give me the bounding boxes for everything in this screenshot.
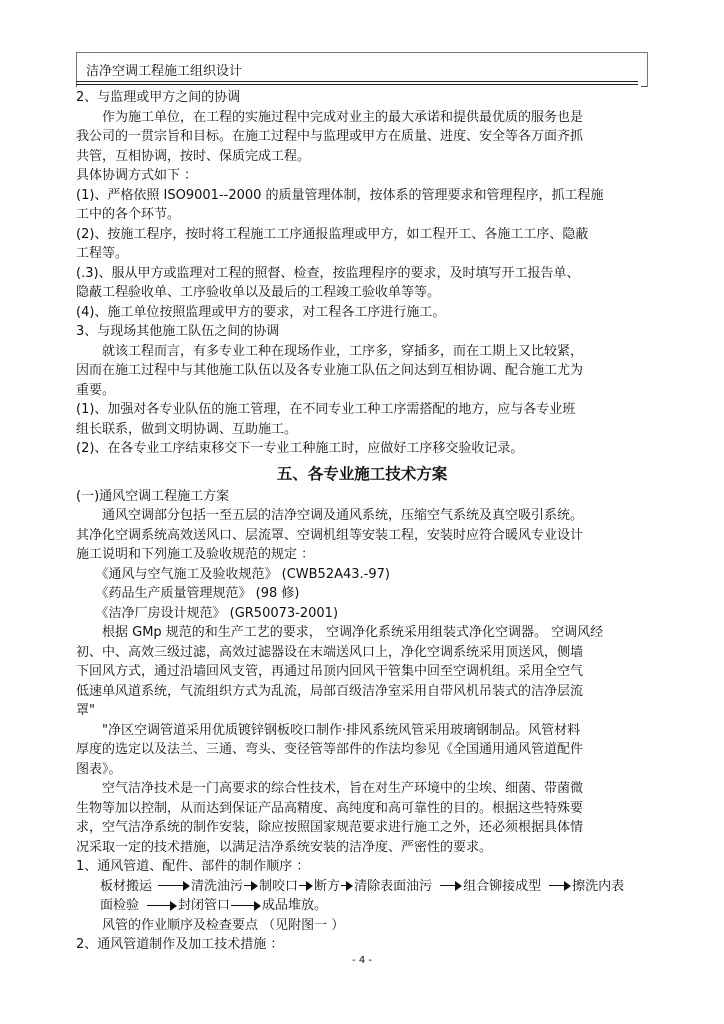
- paragraph-line: 厚度的选定以及法兰、三通、弯头、变径管等部件的作法均参见《全国通用通风管道配件: [76, 742, 584, 757]
- heading-fabrication-order: 1、通风管道、配件、部件的制作顺序 ：: [76, 859, 310, 874]
- paragraph-line: 根据 GMp 规范的和生产工艺的要求， 空调净化系统采用组装式净化空调器。 空调风经: [76, 625, 604, 640]
- process-flow-row-2: [76, 896, 648, 916]
- list-item-line: 隐蔽工程验收单、工序验收单以及最后的工程竣工验收单等等。: [76, 285, 441, 300]
- subsection-heading: (一)通风空调工程施工方案: [76, 488, 230, 504]
- paragraph-line: 就该工程而言，有多专业工种在现场作业，工序多，穿插多，而在工期上又比较紧，: [76, 343, 584, 359]
- paragraph-line: 施工说明和下列施工及验收规范的规定 ：: [76, 547, 315, 562]
- process-flow-row-1: [76, 877, 648, 897]
- flow-step: 面检验: [100, 898, 140, 913]
- flow-step: 板材搬运: [100, 878, 153, 894]
- list-item-line: (1)、严格依照 ISO9001--2000 的质量管理体制，按体系的管理要求和管理程序，抓工程施: [76, 187, 604, 203]
- right-arrow-icon: [231, 901, 261, 911]
- header-rule-thin: [76, 84, 638, 85]
- right-arrow-icon: [244, 881, 258, 891]
- flow-step: 组合铆接成型: [463, 878, 542, 894]
- paragraph-line: 况采取一定的技术措施，以满足洁净系统安装的洁净度、严密性的要求。: [76, 839, 493, 855]
- list-item-line: 工程等。: [76, 246, 129, 261]
- standard-reference: 《通风与空气施工及验收规范》 (CWB52A43.-97): [76, 566, 390, 582]
- page-body: [76, 88, 648, 955]
- heading-3-coordination-teams: 3、与现场其他施工队伍之间的协调: [76, 324, 280, 339]
- heading-2-coordination-supervisor: 2、与监理或甲方之间的协调: [76, 90, 241, 105]
- paragraph-line: 罩": [76, 703, 95, 718]
- paragraph-line: 共管，互相协调，按时、保质完成工程。: [76, 148, 311, 164]
- flow-step: 擦洗内表: [572, 878, 625, 894]
- header-title: 洁净空调工程施工组织设计: [86, 64, 243, 79]
- flow-step: 制咬口: [259, 878, 299, 894]
- paragraph-line: 其净化空调系统高效送风口、层流罩、空调机组等安装工程，安装时应符合暖风专业设计: [76, 527, 584, 543]
- list-item-line: 工中的各个环节。: [76, 207, 181, 222]
- paragraph-line: 因而在施工过程中与其他施工队伍以及各专业施工队伍之间达到互相协调、配合施工尤为: [76, 363, 584, 378]
- right-arrow-icon: [440, 881, 462, 891]
- flow-step: 清洗油污: [191, 878, 244, 894]
- page-number: - 4 -: [352, 955, 372, 966]
- paragraph-line: 作为施工单位，在工程的实施过程中完成对业主的最大承诺和提供最优质的服务也是: [76, 109, 584, 125]
- paragraph-line: "净区空调管道采用优质镀锌钢板咬口制作·排风系统风管采用玻璃钢制品。风管材料: [76, 722, 581, 738]
- paragraph-line: 空气洁净技术是一门高要求的综合性技术，旨在对生产环境中的尘埃、细菌、带菌微: [76, 781, 584, 796]
- flow-step: 封闭管口: [178, 898, 231, 913]
- paragraph-line: 风管的作业顺序及检查要点 （见附图一 ）: [76, 917, 345, 933]
- list-item-line: (2)、在各专业工序结束移交下一专业工种施工时，应做好工序移交验收记录。: [76, 441, 524, 456]
- right-arrow-icon: [158, 881, 190, 891]
- paragraph-line: 我公司的一贯宗旨和目标。在施工过程中与监理或甲方在质量、进度、安全等各万面齐抓: [76, 129, 584, 144]
- flow-step: 断方: [314, 878, 341, 894]
- list-item-line: (4)、施工单位按照监理或甲方的要求，对工程各工序进行施工。: [76, 304, 446, 320]
- paragraph-line: 图表》。: [76, 761, 122, 777]
- paragraph-line: 低速单风道系统，气流组织方式为乱流，局部百级洁净室采用自带风机吊装式的洁净层流: [76, 683, 584, 699]
- header-rule: [76, 81, 638, 82]
- paragraph-line: 求，空气洁净系统的制作安装，除应按照国家规范要求进行施工之外，还必须根据具体情: [76, 820, 584, 835]
- paragraph-line: 具体协调方式如下 ：: [76, 168, 198, 183]
- section-title: 五、各专业施工技术方案: [276, 464, 448, 483]
- right-arrow-icon: [549, 881, 571, 891]
- standard-reference: 《药品生产质量管理规范》 (98 修): [76, 586, 300, 601]
- paragraph-line: 通风空调部分包括一至五层的洁净空调及通风系统，压缩空气系统及真空吸引系统。: [76, 508, 584, 523]
- flow-step: 成品堆放。: [262, 898, 328, 913]
- list-item-line: 组长联系，做到文明协调、互助施工。: [76, 421, 298, 437]
- standard-reference: 《洁净厂房设计规范》 (GR50073-2001): [76, 605, 339, 621]
- right-arrow-icon: [147, 901, 177, 911]
- paragraph-line: 重要。: [76, 382, 116, 398]
- right-arrow-icon: [341, 881, 353, 891]
- list-item-line: (2)、按施工程序，按时将工程施工工序通报监理或甲方，如工程开工、各施工工序、隐蔽: [76, 226, 589, 242]
- right-arrow-icon: [299, 881, 313, 891]
- paragraph-line: 下回风方式，通过沿墙回风支管，再通过吊顶内回风干管集中回至空调机组。采用全空气: [76, 664, 584, 679]
- flow-step: 清除表面油污: [354, 878, 433, 894]
- heading-fabrication-measures: 2、通风管道制作及加工技术措施 ：: [76, 937, 284, 952]
- list-item-line: (.3)、服从甲方或监理对工程的照督、检查，按监理程序的要求，及时填写开工报告单、: [76, 265, 580, 281]
- paragraph-line: 生物等加以控制，从而达到保证产品高精度、高纯度和高可靠性的目的。根据这些特殊要: [76, 800, 584, 816]
- list-item-line: (1)、加强对各专业队伍的施工管理，在不同专业工种工序需搭配的地方，应与各专业班: [76, 402, 576, 417]
- header-corner-mark: [641, 86, 647, 87]
- paragraph-line: 初、中、高效三级过滤，高效过滤器设在末端送风口上，净化空调系统采用顶送风，侧墙: [76, 644, 584, 660]
